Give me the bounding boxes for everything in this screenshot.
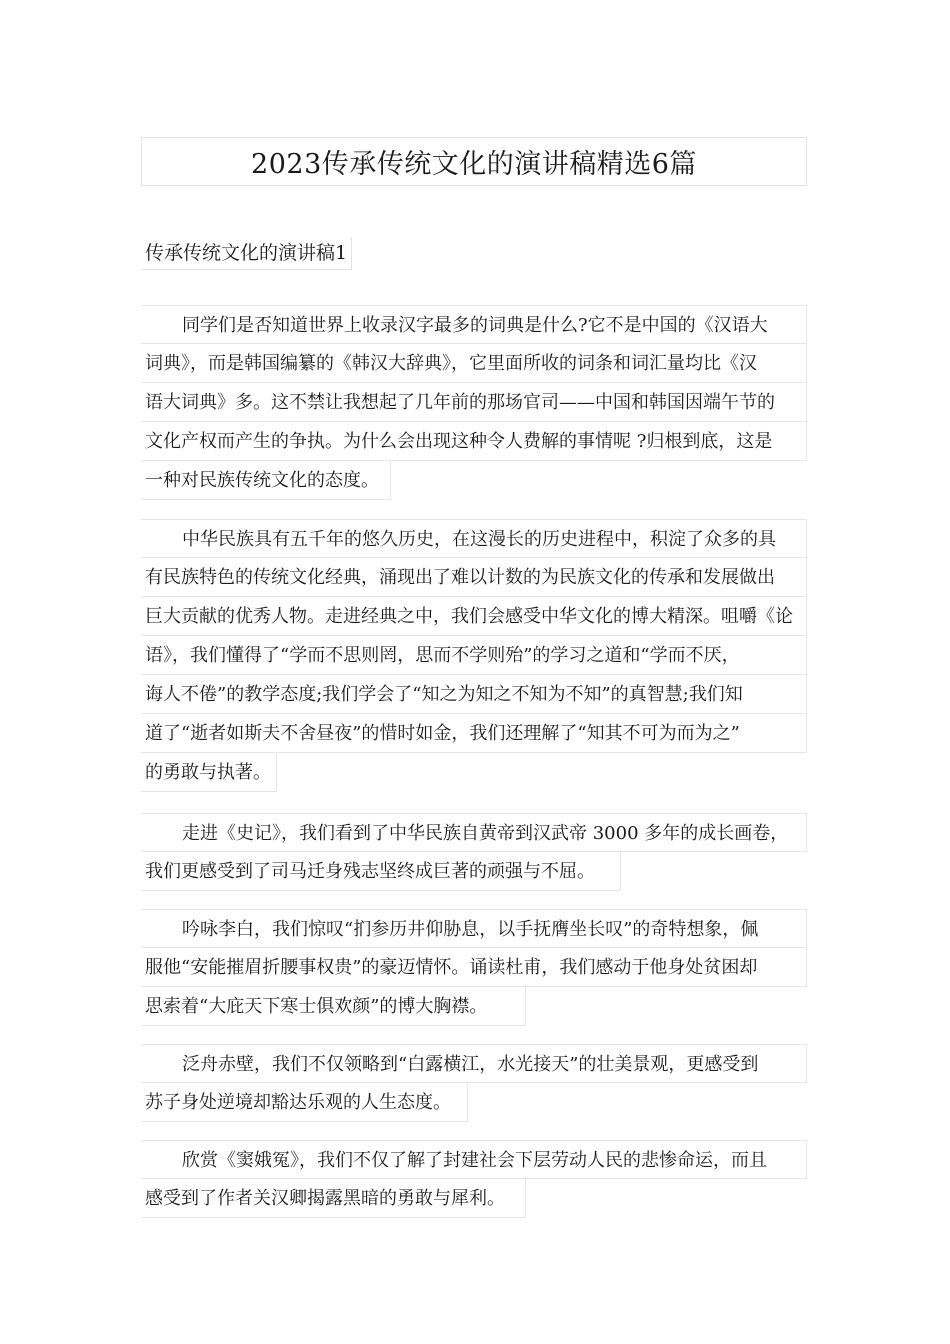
- paragraph-line: 苏子身处逆境却豁达乐观的人生态度。: [141, 1083, 468, 1122]
- paragraph-line: 的勇敢与执著。: [141, 753, 277, 792]
- paragraph-line: 一种对民族传统文化的态度。: [141, 461, 391, 500]
- paragraph-line: 走进《史记》，我们看到了中华民族自黄帝到汉武帝 3000 多年的成长画卷，: [141, 813, 807, 852]
- paragraph-4: [141, 909, 811, 1026]
- document-title: 2023传承传统文化的演讲稿精选6篇: [141, 137, 807, 186]
- paragraph-line: 思索着“大庇天下寒士俱欢颜”的博大胸襟。: [141, 987, 526, 1026]
- paragraph-line: 欣赏《窦娥冤》，我们不仅了解了封建社会下层劳动人民的悲惨命运，而且: [141, 1140, 807, 1179]
- paragraph-2: [141, 519, 811, 792]
- paragraph-line: 诲人不倦”的教学态度;我们学会了“知之为知之不知为不知”的真智慧;我们知: [141, 675, 807, 714]
- paragraph-line: 巨大贡献的优秀人物。走进经典之中，我们会感受中华文化的博大精深。咀嚼《论: [141, 597, 807, 636]
- paragraph-line: 吟咏李白，我们惊叹“扪参历井仰胁息，以手抚膺坐长叹”的奇特想象，佩: [141, 909, 807, 948]
- paragraph-line: 我们更感受到了司马迁身残志坚终成巨著的顽强与不屈。: [141, 852, 621, 891]
- paragraph-line: 道了“逝者如斯夫不舍昼夜”的惜时如金，我们还理解了“知其不可为而为之”: [141, 714, 807, 753]
- paragraph-line: 语大词典》多。这不禁让我想起了几年前的那场官司——中国和韩国因端午节的: [141, 383, 807, 422]
- paragraph-3: [141, 813, 811, 891]
- paragraph-line: 泛舟赤壁，我们不仅领略到“白露横江，水光接天”的壮美景观，更感受到: [141, 1044, 807, 1083]
- paragraph-1: [141, 305, 811, 500]
- section-heading: 传承传统文化的演讲稿1: [141, 237, 352, 270]
- paragraph-line: 中华民族具有五千年的悠久历史，在这漫长的历史进程中，积淀了众多的具: [141, 519, 807, 558]
- paragraph-line: 语》，我们懂得了“学而不思则罔，思而不学则殆”的学习之道和“学而不厌，: [141, 636, 807, 675]
- paragraph-line: 词典》，而是韩国编纂的《韩汉大辞典》，它里面所收的词条和词汇量均比《汉: [141, 344, 807, 383]
- paragraph-line: 有民族特色的传统文化经典，涌现出了难以计数的为民族文化的传承和发展做出: [141, 558, 807, 597]
- paragraph-line: 服他“安能摧眉折腰事权贵”的豪迈情怀。诵读杜甫，我们感动于他身处贫困却: [141, 948, 807, 987]
- paragraph-line: 感受到了作者关汉卿揭露黑暗的勇敢与犀利。: [141, 1179, 526, 1218]
- paragraph-line: 文化产权而产生的争执。为什么会出现这种令人费解的事情呢 ?归根到底，这是: [141, 422, 807, 461]
- paragraph-line: 同学们是否知道世界上收录汉字最多的词典是什么?它不是中国的《汉语大: [141, 305, 807, 344]
- paragraph-5: [141, 1044, 811, 1122]
- paragraph-6: [141, 1140, 811, 1218]
